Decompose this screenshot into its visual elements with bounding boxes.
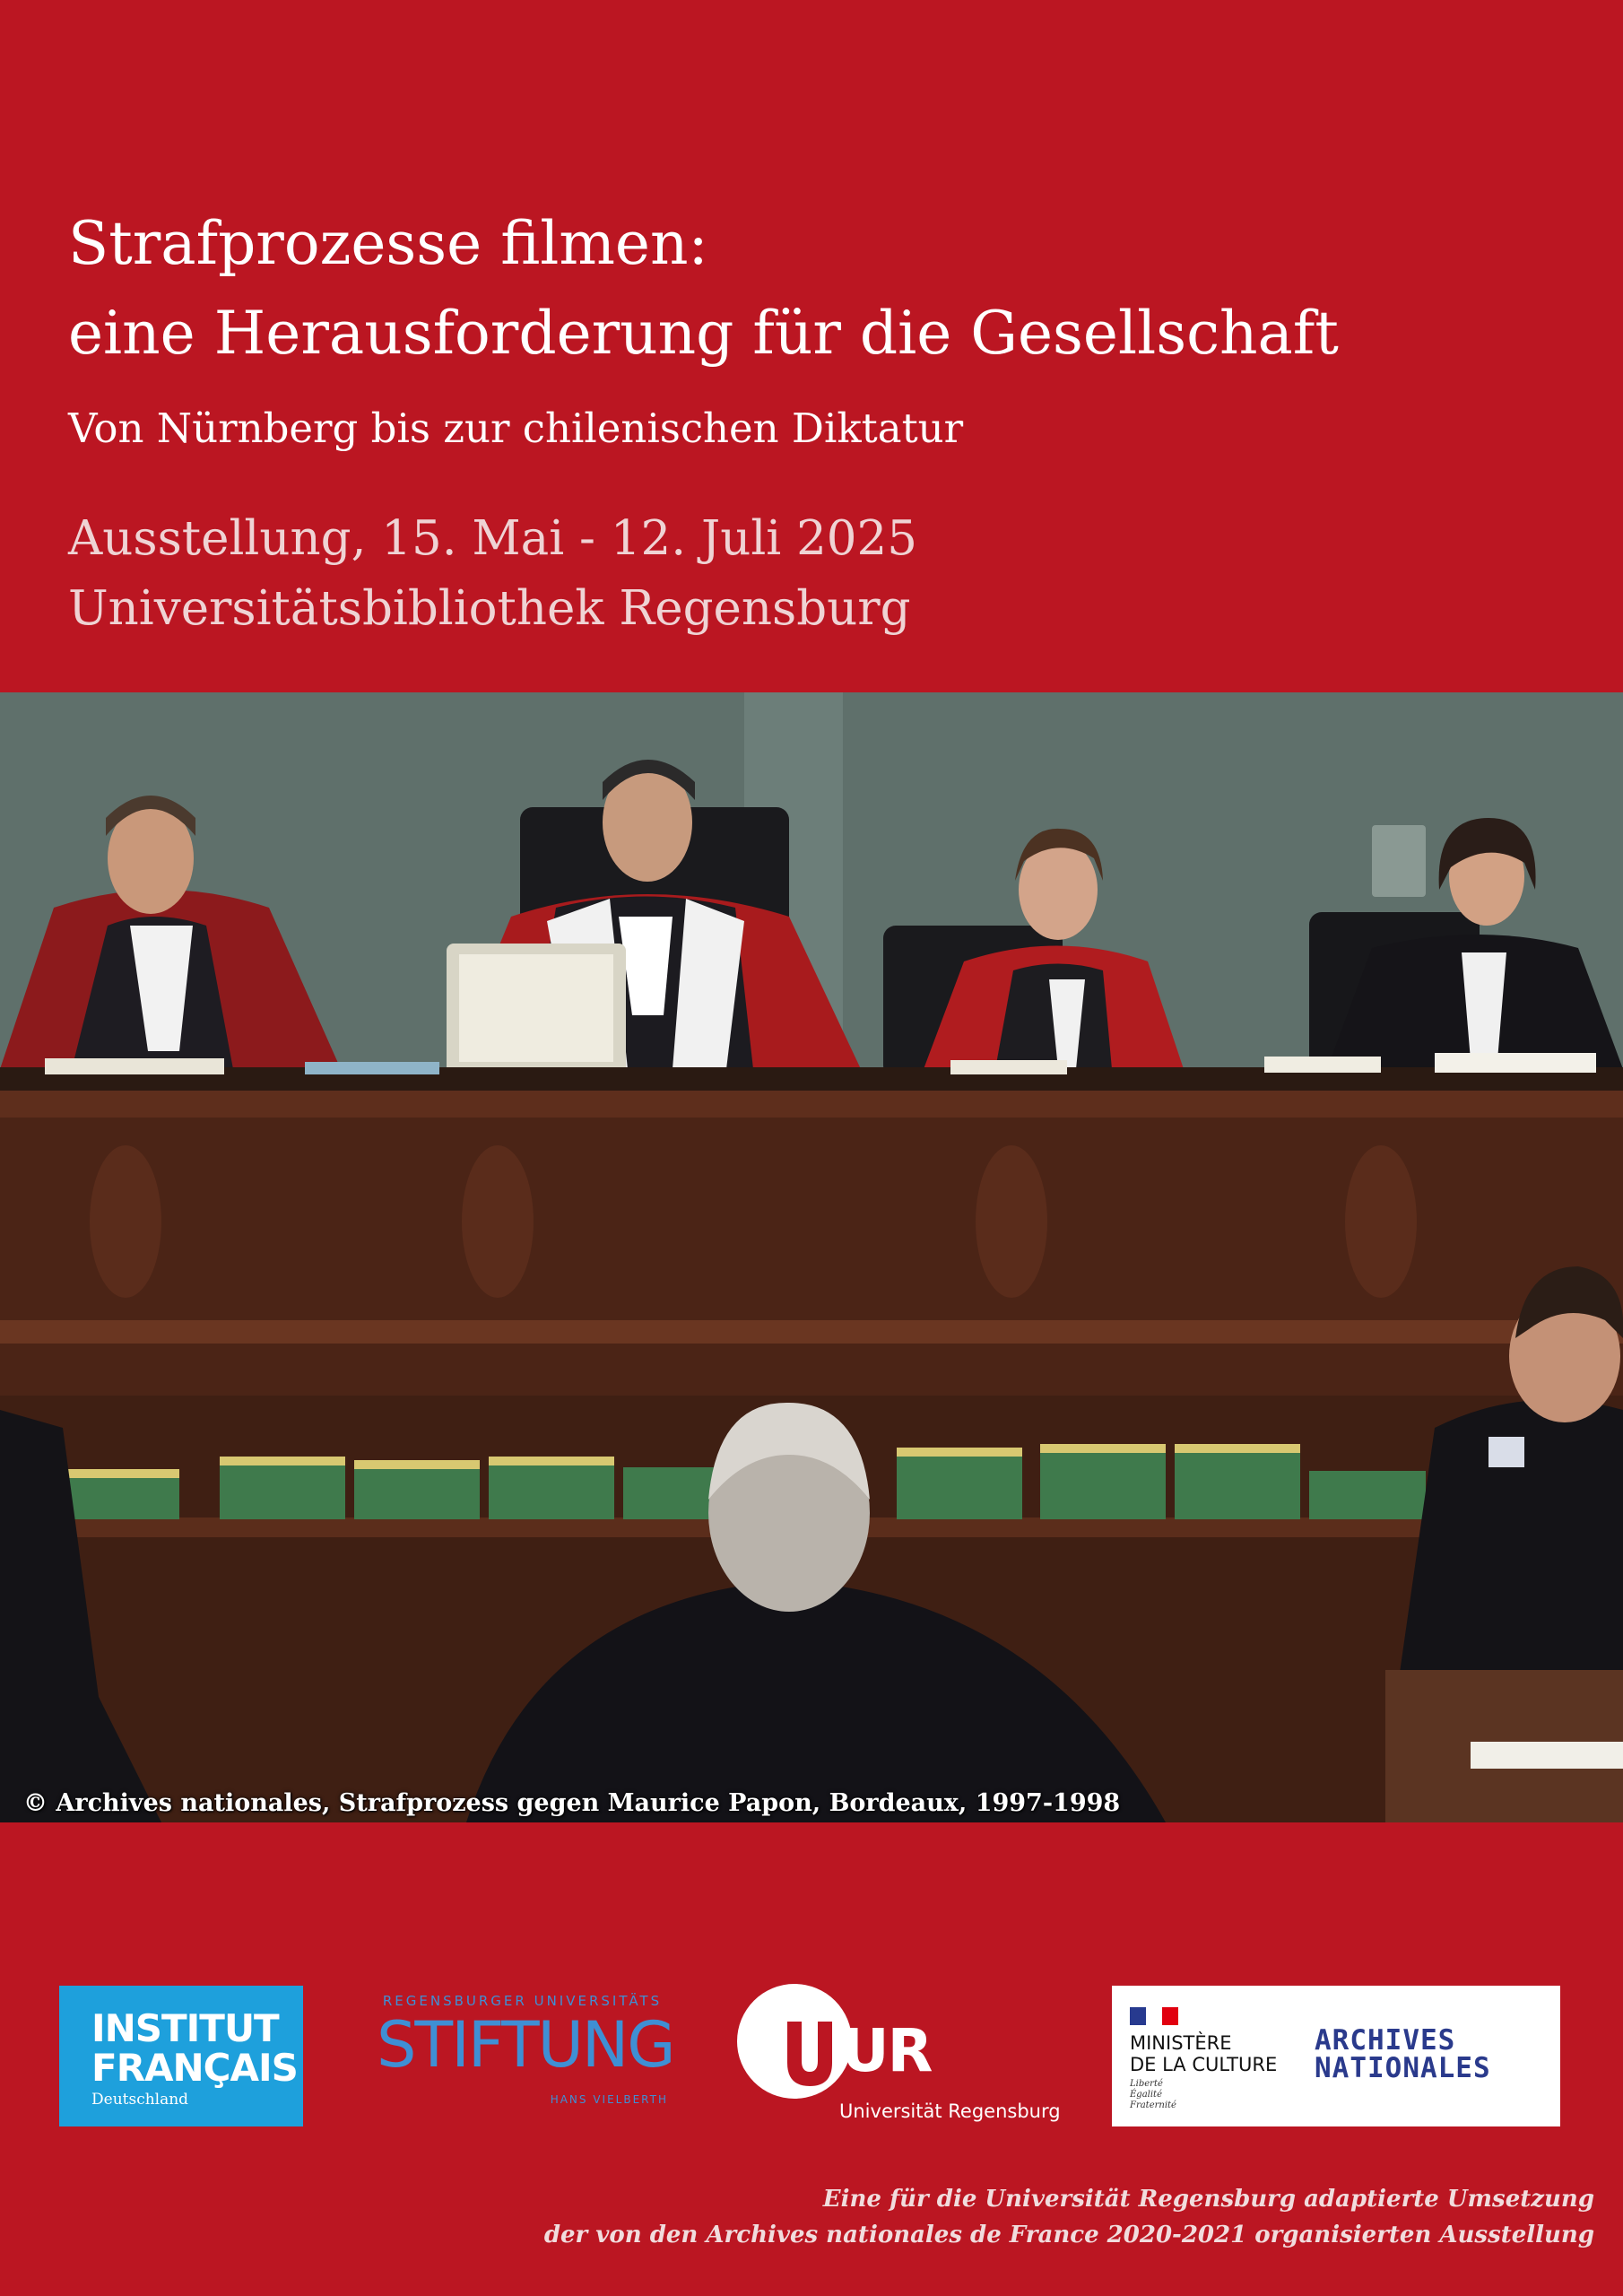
exhibition-venue: Universitätsbibliothek Regensburg — [68, 581, 911, 636]
ur-u-shape-icon — [782, 2022, 838, 2086]
ministere-archives-logo — [1112, 1986, 1560, 2126]
poster-header — [0, 0, 1623, 692]
footer-line-2: der von den Archives nationales de France 2020-2021 organisierten Ausstellung — [543, 2222, 1594, 2248]
uni-regensburg-logo — [733, 1984, 1061, 2136]
institut-francais-line1: INSTITUT — [91, 2006, 279, 2050]
motto-egalite: Égalité — [1130, 2090, 1162, 2100]
ur-mark-text: UR — [841, 2016, 932, 2085]
stiftung-main-text: STIFTUNG — [377, 2008, 674, 2082]
republic-motto — [1130, 2079, 1176, 2111]
title-line-1: Strafprozesse filmen: — [68, 209, 708, 278]
institut-francais-line3: Deutschland — [91, 2091, 189, 2109]
institut-francais-logo — [59, 1986, 303, 2126]
courtroom-photo — [0, 692, 1623, 1822]
footer-line-1: Eine für die Universität Regensburg adaptierte Umsetzung — [822, 2186, 1594, 2213]
uni-regensburg-name: Universität Regensburg — [839, 2100, 1061, 2122]
photo-caption: © Archives nationales, Strafprozess gegen Maurice Papon, Bordeaux, 1997-1998 — [23, 1789, 1121, 1817]
archives-line1: ARCHIVES — [1315, 2024, 1456, 2057]
title-line-2: eine Herausforderung für die Gesellschaft — [68, 299, 1339, 368]
marianne-flag-icon — [1130, 2007, 1178, 2025]
institut-francais-line2: FRANÇAIS — [91, 2046, 298, 2090]
stiftung-logo — [377, 1993, 674, 2114]
subtitle: Von Nürnberg bis zur chilenischen Diktatur — [68, 404, 964, 452]
ministere-line2: DE LA CULTURE — [1130, 2054, 1278, 2075]
exhibition-dates: Ausstellung, 15. Mai - 12. Juli 2025 — [68, 511, 917, 566]
ur-mark — [841, 2016, 932, 2085]
archives-nationales-wordmark — [1315, 2024, 1491, 2084]
ministere-line1: MINISTÈRE — [1130, 2032, 1232, 2054]
motto-fraternite: Fraternité — [1130, 2100, 1176, 2110]
stiftung-bottom-text: HANS VIELBERTH — [550, 2093, 668, 2106]
motto-liberte: Liberté — [1130, 2079, 1163, 2089]
archives-line2: NATIONALES — [1315, 2052, 1491, 2084]
ministere-name — [1130, 2032, 1277, 2075]
stiftung-top-text: REGENSBURGER UNIVERSITÄTS — [382, 1993, 663, 2009]
